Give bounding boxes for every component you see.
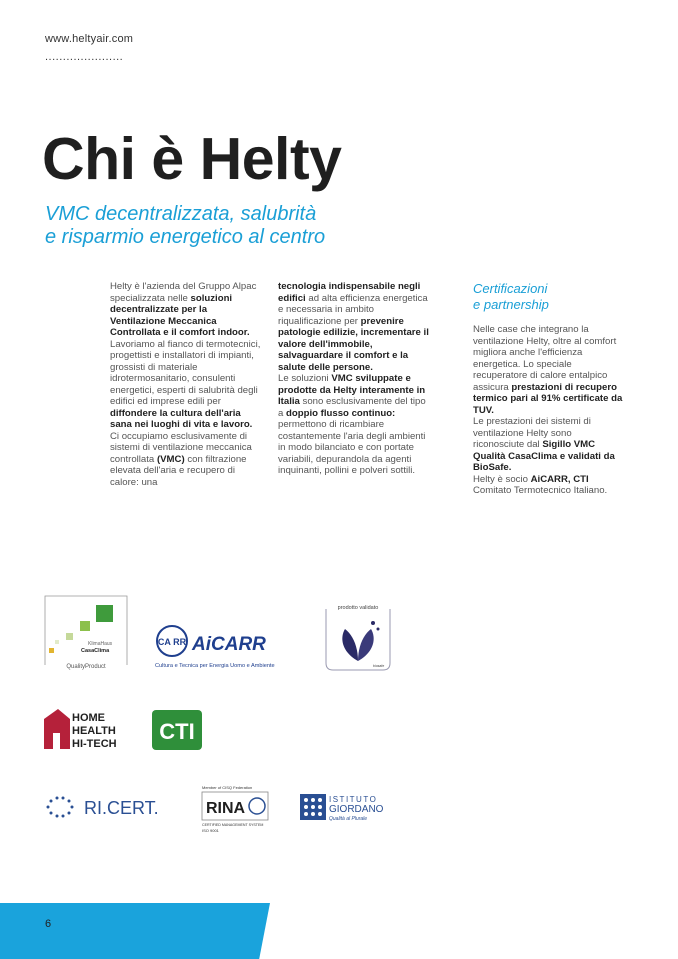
cert-heading-line-2: e partnership (473, 297, 549, 312)
giordano-tagline: Qualità al Plurale (329, 816, 368, 822)
hhh-line-2: HEALTH (72, 725, 116, 737)
giordano-line-1: ISTITUTO (329, 795, 378, 804)
col1-text: con filtrazione elevata dell'aria e recupero di calore: una (110, 453, 247, 488)
col3-bold: AiCARR, CTI (530, 473, 589, 485)
aicarr-name: AiCARR (192, 634, 266, 655)
ricert-logo (44, 794, 174, 820)
col1-text: Lavoriamo al fianco di termotecnici, progettisti e installatori di impianti, grossisti di materiale idrotermosanitario, consulenti energetici, esperti di salubrità degli edifici ed imprese edili per (110, 338, 261, 407)
footer-bar (0, 903, 270, 959)
text-column-2 (278, 281, 433, 477)
site-url[interactable]: www.heltyair.com (45, 33, 134, 45)
hhh-line-3: HI-TECH (72, 738, 117, 750)
col3-text: Nelle case che integrano la ventilazione Helty, oltre al comfort migliora anche l'efficienza energetica. Lo speciale recuperatore di calore entalpico assicura (473, 324, 617, 393)
rina-logo (200, 782, 272, 834)
rina-bottom: CERTIFIED MANAGEMENT SYSTEM (202, 823, 264, 827)
col2-bold: doppio flusso continuo: (286, 407, 396, 419)
col2-text: sono esclusivamente del tipo a (278, 396, 426, 419)
col1-text: Ci occupiamo esclusivamente di sistemi di ventilazione meccanica controllata (110, 430, 252, 465)
col1-bold: (VMC) (156, 453, 185, 465)
col2-bold: prevenire patologie edilizie, incrementare il valore dell'immobile, salvaguardare il comfort e la salute delle persone. (278, 315, 429, 373)
col1-bold: soluzioni decentralizzate per la Ventilazione Meccanica Controllata e il comfort indoor. (110, 292, 250, 338)
cti-text: CTI (159, 719, 195, 744)
biosafe-label: prodotto validato (337, 605, 379, 611)
cert-heading-line-1: Certificazioni (473, 281, 548, 296)
col3-text: Helty è socio (473, 473, 531, 485)
home-health-hitech-logo (44, 709, 124, 753)
casaclima-line-2: CasaClima (81, 648, 110, 654)
biosafe-validated-logo (323, 603, 393, 673)
giordano-line-2: GIORDANO (329, 804, 384, 815)
col2-text: Le soluzioni (278, 373, 332, 384)
rina-name: RINA (206, 800, 246, 817)
text-column-3 (473, 324, 625, 497)
istituto-giordano-logo (300, 790, 390, 824)
col3-text: Le prestazioni dei sistemi di ventilazione Helty sono riconosciute dal (473, 416, 591, 450)
url-underline-dots: ...................... (45, 51, 124, 63)
hhh-line-1: HOME (72, 712, 105, 724)
aicarr-tagline: Cultura e Tecnica per Energia Uomo e Ambiente (155, 663, 275, 669)
col3-bold: Sigillo VMC Qualità CasaClima e validati da BioSafe. (473, 439, 615, 473)
rina-iso: ISO 9001 (202, 828, 219, 833)
col1-text: Helty è l'azienda del Gruppo Alpac specializzata nelle (110, 281, 257, 304)
subtitle-line-1: VMC decentralizzata, salubrità (45, 203, 317, 225)
page-subtitle (45, 203, 325, 249)
subtitle-line-2: e risparmio energetico al centro (45, 226, 326, 248)
col3-text: Comitato Termotecnico Italiano. (473, 485, 608, 496)
cti-logo (152, 710, 202, 750)
text-column-1 (110, 281, 265, 488)
aicarr-carr: CA RR (157, 637, 187, 647)
col2-text: ad alta efficienza energetica e necessaria in ambito riqualificazione per (278, 292, 428, 327)
certifications-heading (473, 281, 623, 313)
rina-top: Member of CISQ Federation (202, 785, 253, 790)
casaclima-logo (44, 595, 128, 671)
casaclima-line-3: QualityProduct (66, 664, 106, 670)
col1-bold: diffondere la cultura dell'aria sana nei luoghi di vita e lavoro. (110, 407, 253, 430)
col2-bold: tecnologia indispensabile negli edifici (278, 281, 421, 304)
page-title: Chi è Helty (42, 126, 342, 192)
casaclima-line-1: KlimaHaus (88, 641, 113, 647)
aicarr-logo (152, 620, 297, 672)
col2-bold: VMC sviluppate e prodotte da Helty interamente in Italia (278, 373, 426, 407)
col2-text: permettono di ricambiare costantemente l'aria degli ambienti in modo bilanciato e con portate variabili, depurandola da agenti inquinanti, pollini e polveri sottili. (278, 419, 426, 476)
col3-bold: prestazioni di recupero termico pari al 91% certificate da TUV. (473, 381, 623, 416)
biosafe-brand: biosafe (373, 664, 385, 668)
page-number: 6 (45, 918, 52, 930)
ricert-text: RI.CERT. (84, 798, 159, 818)
